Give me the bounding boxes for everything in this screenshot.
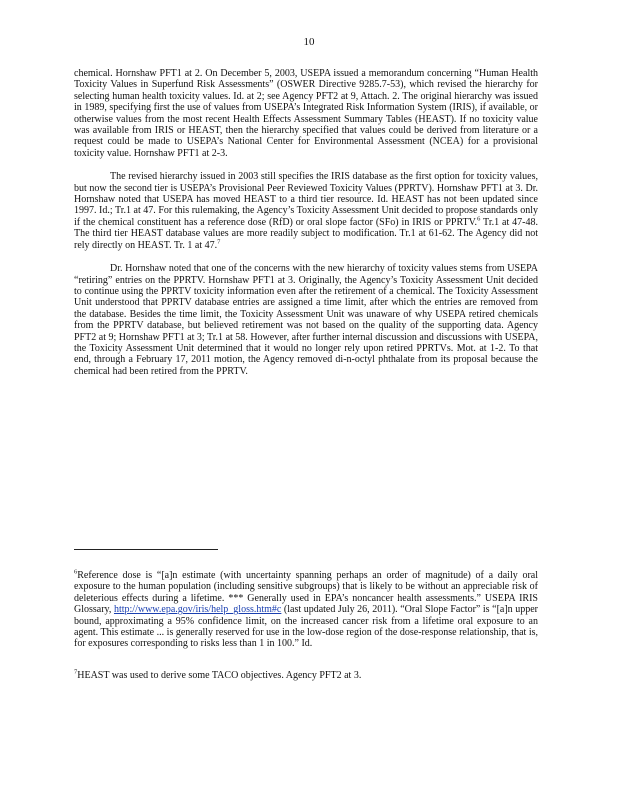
footnote-6-text: Reference dose is “[a]n estimate (with uncertainty spanning perhaps an order of magnitude) of a daily oral exposure to the human population (including sensitive subgroups) that is likely to be without an appreciable risk of deleterious effects during a lifetime. *** Generally used in EPA’s noncancer health assessments.” USEPA IRIS Glossary,	[74, 570, 538, 616]
page-number: 10	[303, 36, 315, 48]
paragraph-2-text: The revised hierarchy issued in 2003 still specifies the IRIS database as the first option for toxicity values, but now the second tier is USEPA’s Provisional Peer Reviewed Toxicity Values (PPRTV). Hornshaw PFT1 at 3. Dr. Hornshaw noted that USEPA has moved HEAST to a third tier resource. Id. HEAST has not been updated since 1997. Id.; Tr.1 at 47. For this rulemaking, the Agency’s Toxicity Assessment Unit decided to propose standards only if the chemical constituent has a reference dose (RfD) or oral slope factor (SFo) in IRIS or PPRTV.	[74, 171, 538, 228]
footnote-ref-7[interactable]: 7	[217, 238, 221, 246]
paragraph-1: chemical. Hornshaw PFT1 at 2. On December 5, 2003, USEPA issued a memorandum concerning “Human Health Toxicity Values in Superfund Risk Assessments” (OSWER Directive 9285.7-53), which revised the hierarchy for selecting human health toxicity values. Id. at 2; see Agency PFT2 at 9, Attach. 2. The original hierarchy was issued in 1989, specifying first the use of values from USEPA’s Integrated Risk Information System (IRIS), if available, or otherwise values from the most recent Health Effects Assessment Summary Tables (HEAST). If no toxicity value was available from IRIS or HEAST, then the hierarchy specified that values could be derived from literature or a request could be made to USEPA’s National Center for Environmental Assessment (NCEA) for a provisional toxicity value. Hornshaw PFT1 at 2-3.	[74, 68, 538, 159]
footnote-ref-6[interactable]: 6	[477, 215, 481, 223]
paragraph-2-tail: Tr.1 at 47-48. The third tier HEAST database values are more readily subject to modification. Tr.1 at 61-62. The Agency did not rely directly on HEAST. Tr. 1 at 47.	[74, 216, 538, 251]
footnote-7	[74, 670, 538, 681]
footnote-6	[74, 570, 538, 650]
paragraph-2	[74, 171, 538, 251]
footnotes	[74, 570, 538, 701]
footnote-6-text-after: (last updated July 26, 2011). “Oral Slope Factor” is “[a]n upper bound, approximating a 95% confidence limit, on the increased cancer risk from a lifetime oral exposure to an agent. This estimate ... is generally reserved for use in the low-dose region of the dose-response relationship, that is, for exposures corresponding to risks less than 1 in 100.” Id.	[74, 604, 538, 650]
footnote-mark-7: 7	[74, 668, 78, 676]
footnote-7-text: HEAST was used to derive some TACO objectives. Agency PFT2 at 3.	[77, 669, 362, 681]
footnote-separator	[74, 549, 218, 550]
body-text	[74, 68, 538, 389]
iris-glossary-link[interactable]: http://www.epa.gov/iris/help_gloss.htm#c	[113, 604, 282, 616]
paragraph-3: Dr. Hornshaw noted that one of the concerns with the new hierarchy of toxicity values stems from USEPA “retiring” entries on the PPRTV. Hornshaw PFT1 at 3. Originally, the Agency’s Toxicity Assessment Unit decided to continue using the PPRTV toxicity information even after the retirement of a chemical. The Toxicity Assessment Unit understood that PPRTV database entries are assigned a time limit, after which the entries are removed from the database. Besides the time limit, the Toxicity Assessment Unit was unaware of why USEPA retired chemicals from the PPRTV database, but believed retirement was not based on the quality of the supporting data. Agency PFT2 at 9; Hornshaw PFT1 at 3; Tr.1 at 58. However, after further internal discussion and discussions with USEPA, the Toxicity Assessment Unit determined that it would no longer rely upon retired PPRTVs. Mot. at 1-2. To that end, through a February 17, 2011 motion, the Agency removed di-n-octyl phthalate from its proposal because the chemical had been retired from the PPRTV.	[74, 263, 538, 377]
footnote-mark-6: 6	[74, 568, 78, 576]
